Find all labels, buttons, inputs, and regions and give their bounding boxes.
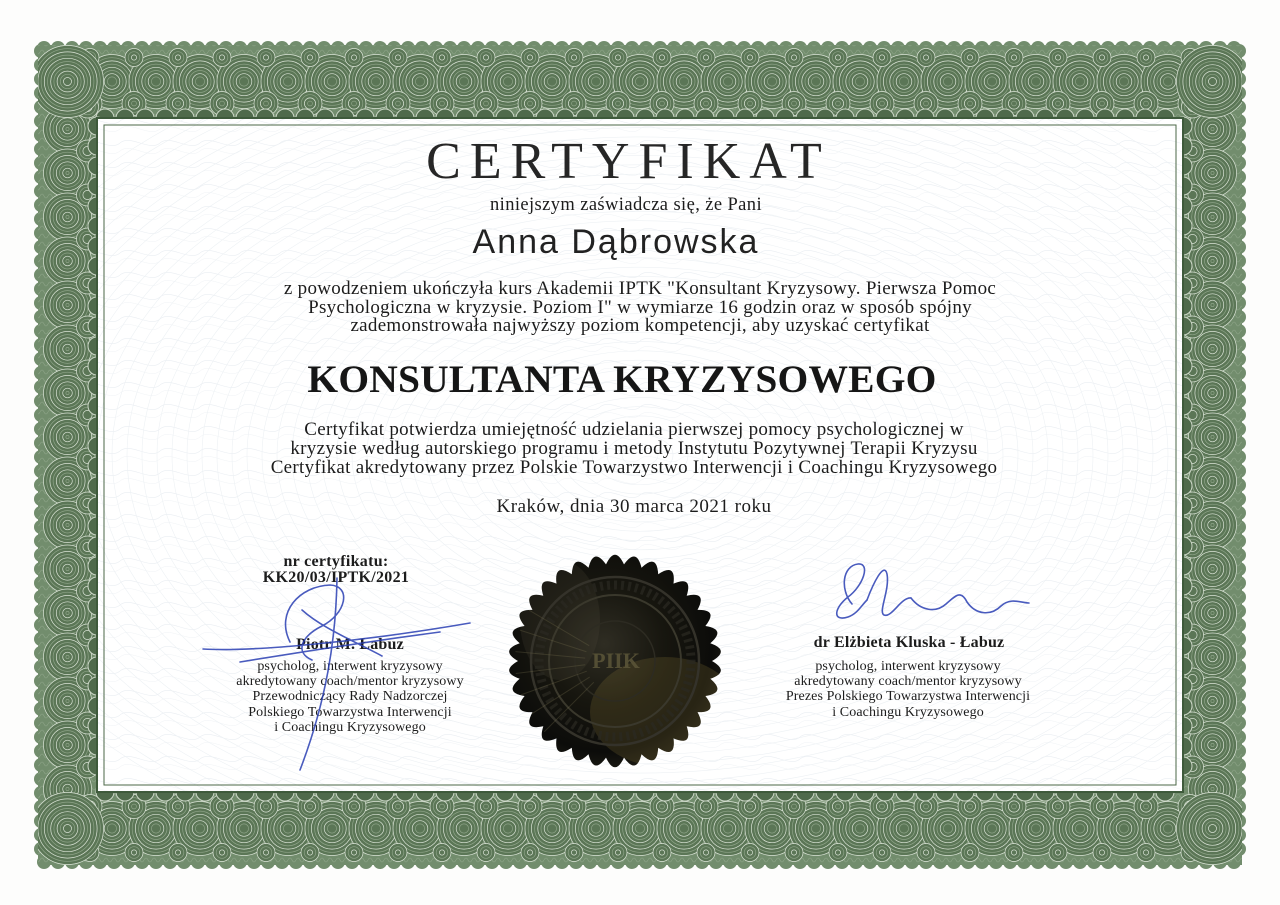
recipient-name: Anna Dąbrowska	[472, 223, 760, 261]
confirmation-line: Certyfikat potwierdza umiejętność udzielania pierwszej pomocy psychologicznej w	[304, 419, 964, 440]
certificate-number-block	[186, 554, 486, 585]
signatory-role: akredytowany coach/mentor kryzysowy	[236, 674, 464, 690]
signatory-role: akredytowany coach/mentor kryzysowy	[794, 674, 1022, 690]
signatory-role: psycholog, interwent kryzysowy	[257, 659, 443, 674]
signatory-role: Polskiego Towarzystwa Interwencji	[248, 704, 452, 720]
signatory-roles-right	[758, 659, 1058, 720]
completion-line: z powodzeniem ukończyła kurs Akademii IPTK "Konsultant Kryzysowy. Pierwsza Pomoc	[283, 278, 997, 299]
signatory-name-right: dr Elżbieta Kluska - Łabuz	[813, 634, 1005, 651]
completion-statement	[140, 280, 1140, 336]
certificate-number-label: nr certyfikatu:	[283, 553, 389, 570]
completion-line: Psychologiczna w kryzysie. Poziom I" w wymiarze 16 godzin oraz w sposób spójny	[308, 296, 972, 318]
signatory-role: Prezes Polskiego Towarzystwa Interwencji	[785, 689, 1031, 705]
signatory-role: i Coachingu Kryzysowego	[274, 719, 426, 735]
intro-line: niniejszym zaświadcza się, że Pani	[490, 195, 762, 215]
signatory-roles-left	[200, 659, 500, 735]
seal-lettering: PIIK	[592, 648, 640, 673]
place-and-date: Kraków, dnia 30 marca 2021 roku	[496, 496, 772, 517]
completion-line: zademonstrowała najwyższy poziom kompetencji, aby uzyskać certyfikat	[350, 315, 930, 336]
certificate-number: KK20/03/IPTK/2021	[262, 568, 410, 586]
confirmation-statement	[134, 420, 1134, 477]
signatory-name-left: Piotr M. Łabuz	[296, 636, 404, 653]
accreditation-line: Certyfikat akredytowany przez Polskie Towarzystwo Interwencji i Coachingu Kryzysowego	[270, 457, 998, 478]
qualification-title: KONSULTANTA KRYZYSOWEGO	[307, 357, 937, 401]
signatory-role: psycholog, interwent kryzysowy	[815, 659, 1001, 674]
signatory-role: i Coachingu Kryzysowego	[832, 704, 984, 720]
signatory-role: Przewodniczący Rady Nadzorczej	[252, 689, 448, 705]
confirmation-line: kryzysie według autorskiego programu i metody Instytutu Pozytywnej Terapii Kryzysu	[290, 438, 978, 459]
certificate-title: CERTYFIKAT	[426, 133, 831, 190]
